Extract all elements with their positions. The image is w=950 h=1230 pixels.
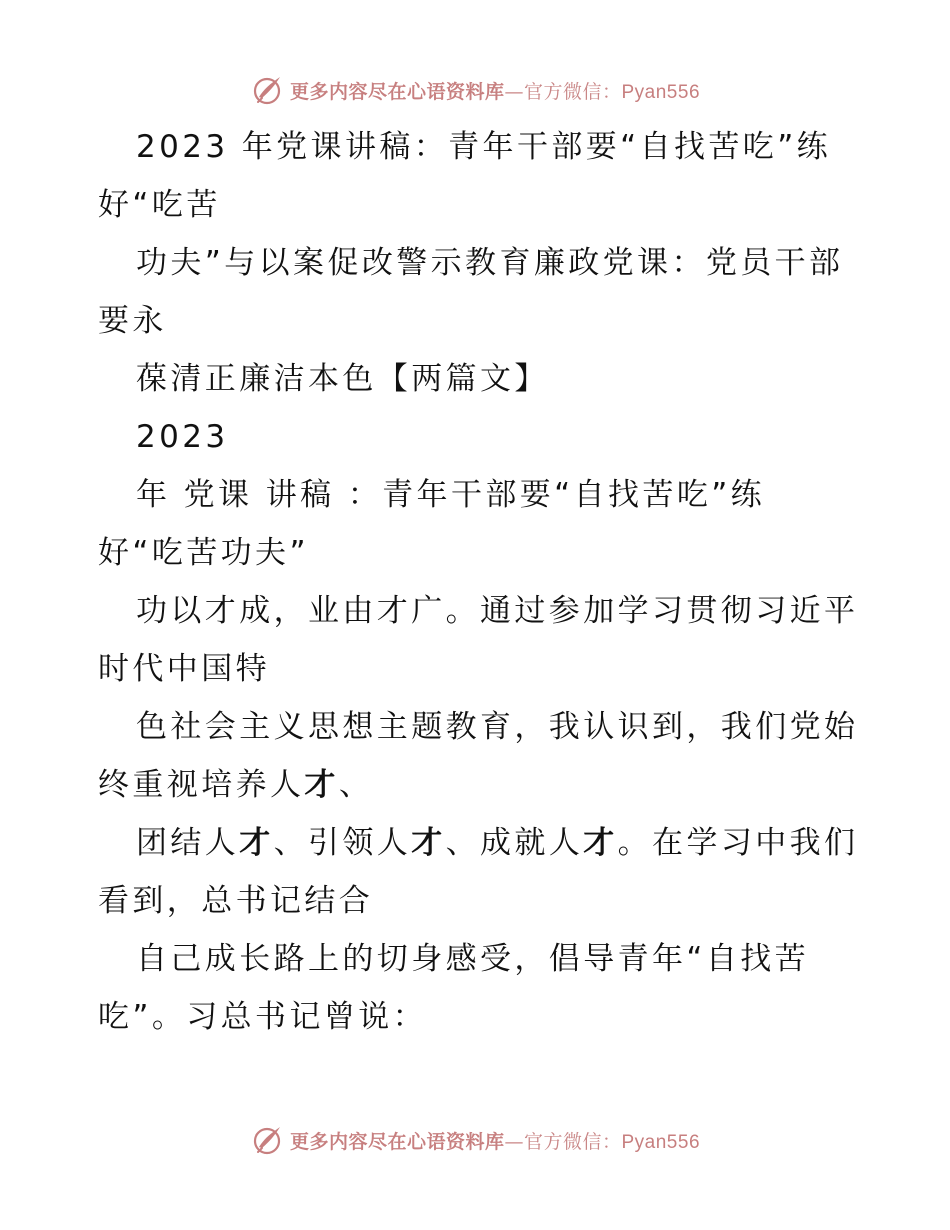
text-line: 2023 年党课讲稿：青年干部要“自找苦吃”练 xyxy=(136,129,832,165)
quill-seal-icon xyxy=(250,1123,284,1157)
text-line: 吃”。习总书记曾说： xyxy=(98,999,428,1035)
text-line: 好“吃苦功夫” xyxy=(98,535,309,571)
text-run: 、引领人 xyxy=(273,825,412,861)
text-line: 看到，总书记结合 xyxy=(98,883,374,919)
text-line: 年 党课 讲稿 ：青年干部要“自找苦吃”练 xyxy=(136,477,766,513)
text-run: 终重视培养人 xyxy=(98,767,305,803)
watermark-wechat-label: 官方微信： xyxy=(523,1130,622,1153)
text-run: 、 xyxy=(338,767,374,803)
watermark-main: 更多内容尽在心语资料库 xyxy=(289,1130,505,1153)
bold-text-run: 才 xyxy=(239,825,274,861)
text-line: 功夫”与以案促改警示教育廉政党课：党员干部 xyxy=(136,245,844,281)
bold-text-run: 才 xyxy=(583,825,618,861)
text-run: 团结人 xyxy=(136,825,240,861)
watermark-text xyxy=(290,1127,700,1154)
watermark-separator: — xyxy=(504,1130,524,1153)
document-body xyxy=(98,118,858,1046)
text-line xyxy=(98,814,858,872)
text-line: 2023 xyxy=(136,419,229,455)
watermark-wechat-id: Pyan556 xyxy=(621,1131,701,1153)
watermark-wechat-label: 官方微信： xyxy=(523,80,622,103)
text-line xyxy=(98,756,858,814)
bold-text-run: 才 xyxy=(411,825,446,861)
watermark-main: 更多内容尽在心语资料库 xyxy=(289,80,505,103)
text-line: 自己成长路上的切身感受，倡导青年“自找苦 xyxy=(136,941,810,977)
text-line: 色社会主义思想主题教育，我认识到，我们党始 xyxy=(136,709,859,745)
watermark-separator: — xyxy=(504,80,524,103)
text-line: 功以才成，业由才广。通过参加学习贯彻习近平 xyxy=(136,593,859,629)
quill-seal-icon xyxy=(250,73,284,107)
bold-text-run: 才 xyxy=(304,767,339,803)
text-run: 。在学习中我们 xyxy=(617,825,859,861)
text-line: 好“吃苦 xyxy=(98,187,221,223)
footer-watermark xyxy=(0,1120,950,1160)
text-run: 、成就人 xyxy=(445,825,584,861)
text-line: 时代中国特 xyxy=(98,651,270,687)
watermark-text xyxy=(290,77,700,104)
text-line: 葆清正廉洁本色【两篇文】 xyxy=(136,361,549,397)
text-line: 要永 xyxy=(98,303,167,339)
header-watermark xyxy=(0,70,950,110)
watermark-wechat-id: Pyan556 xyxy=(621,81,701,103)
